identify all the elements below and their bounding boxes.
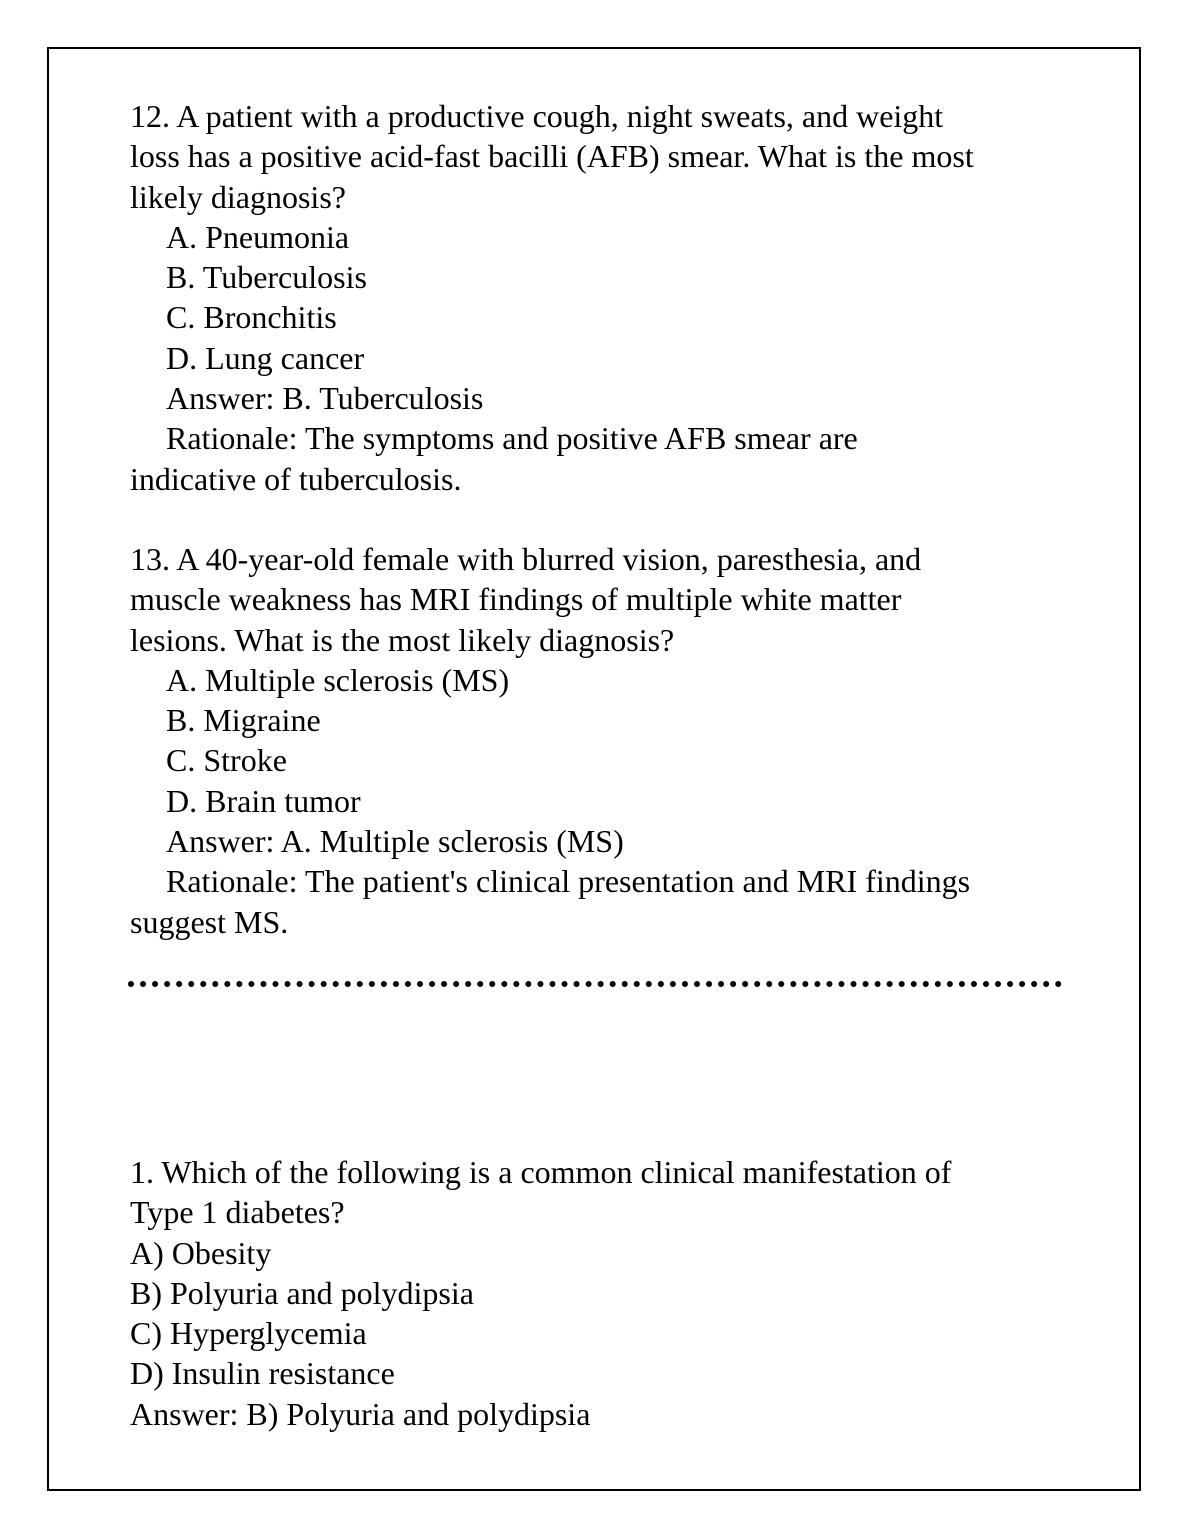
- spacer: [130, 499, 1070, 539]
- option-c: C. Stroke: [166, 742, 287, 779]
- question-stem-line: likely diagnosis?: [130, 178, 346, 215]
- option-d: D. Brain tumor: [166, 782, 361, 819]
- option-a: A. Multiple sclerosis (MS): [166, 661, 510, 698]
- question-stem-line: muscle weakness has MRI findings of multiple white matter: [130, 581, 902, 618]
- option-c: C) Hyperglycemia: [130, 1315, 367, 1352]
- question-stem-line: lesions. What is the most likely diagnosis?: [130, 621, 675, 658]
- answer-line: Answer: A. Multiple sclerosis (MS): [166, 823, 624, 860]
- option-d: D. Lung cancer: [166, 339, 365, 376]
- rationale-line: suggest MS.: [130, 903, 289, 940]
- question-13: [130, 539, 1070, 942]
- question-1-section: [130, 1152, 1070, 1434]
- answer-line: Answer: B) Polyuria and polydipsia: [130, 1395, 591, 1432]
- option-b: B. Tuberculosis: [166, 259, 367, 296]
- option-d: D) Insulin resistance: [130, 1355, 395, 1392]
- rationale-line: indicative of tuberculosis.: [130, 460, 462, 497]
- option-a: A. Pneumonia: [166, 218, 350, 255]
- question-stem-line: 13. A 40-year-old female with blurred vision, paresthesia, and: [130, 540, 922, 577]
- rationale-line: Rationale: The patient's clinical presentation and MRI findings: [166, 863, 971, 900]
- question-list: [130, 96, 1070, 942]
- rationale-line: Rationale: The symptoms and positive AFB smear are: [166, 420, 858, 457]
- answer-line: Answer: B. Tuberculosis: [166, 380, 484, 417]
- dotted-divider: [128, 981, 1062, 987]
- question-stem-line: 12. A patient with a productive cough, night sweats, and weight: [130, 98, 944, 134]
- option-b: B. Migraine: [166, 702, 321, 739]
- option-a: A) Obesity: [130, 1234, 272, 1271]
- question-12: [130, 96, 1070, 499]
- question-stem-line: 1. Which of the following is a common clinical manifestation of: [130, 1154, 952, 1190]
- question-stem-line: loss has a positive acid-fast bacilli (AFB) smear. What is the most: [130, 138, 974, 175]
- option-c: C. Bronchitis: [166, 299, 337, 336]
- question-stem-line: Type 1 diabetes?: [130, 1194, 345, 1231]
- option-b: B) Polyuria and polydipsia: [130, 1274, 474, 1311]
